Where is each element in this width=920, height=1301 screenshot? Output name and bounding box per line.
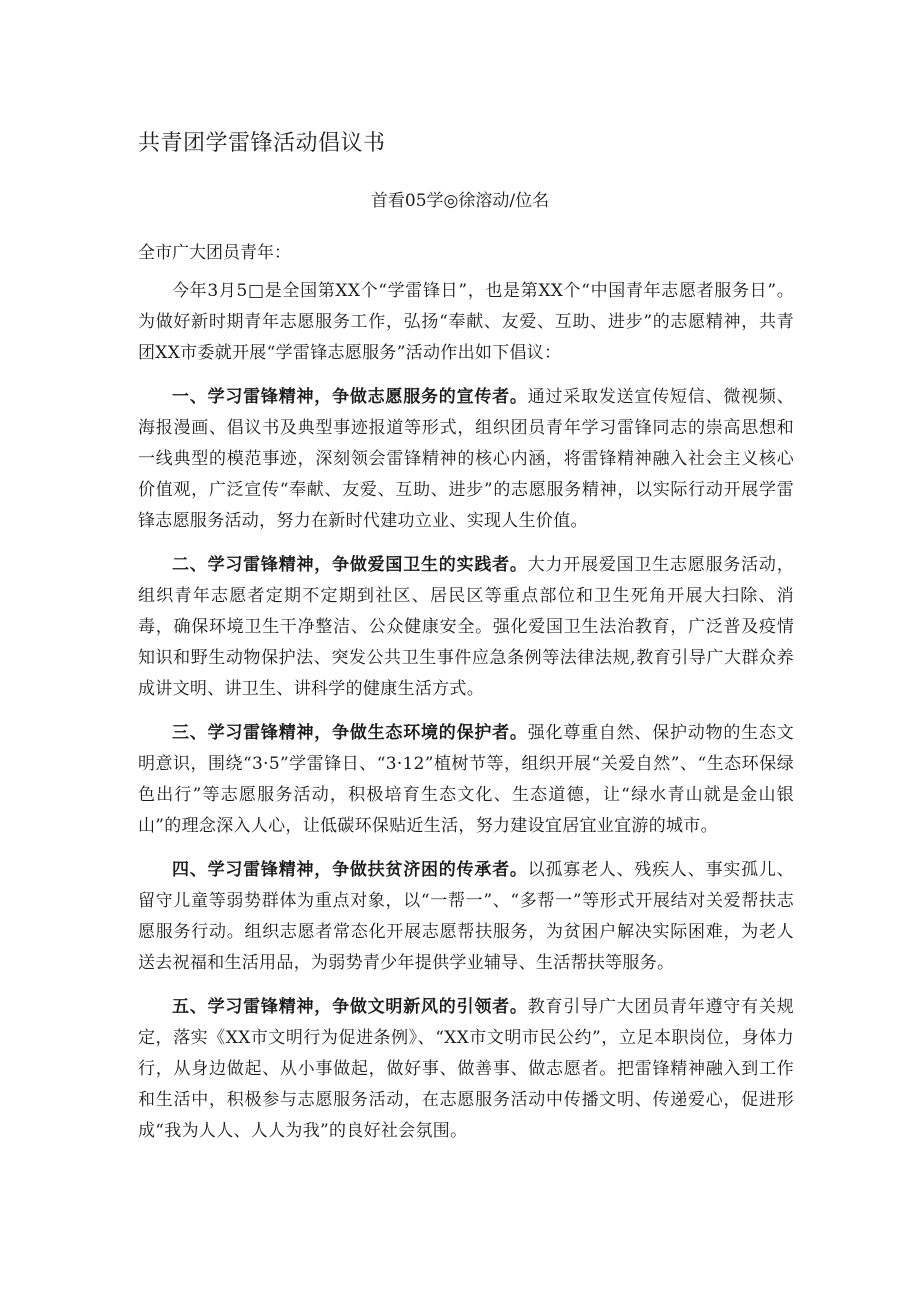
paragraph-lead: 三、学习雷锋精神，争做生态环境的保护者。 [172, 723, 528, 743]
paragraph-item-1 [138, 382, 794, 537]
document-subtitle: 首看05学◎徐溶动/位名 [370, 191, 550, 211]
paragraph-item-3 [138, 718, 794, 842]
document-title: 共青团学雷锋活动倡议书 [138, 131, 386, 156]
paragraph-text: 以孤寡老人、残疾人、事实孤儿、留守儿童等弱势群体为重点对象，以“一帮一”、“多帮一”等形式开展结对关爱帮扶志愿服务行动。组织志愿者常态化开展志愿帮扶服务，为贫困户解决实际困难，为老人送去祝福和生活用品，为弱势青少年提供学业辅导、生活帮扶等服务。 [138, 860, 795, 973]
paragraph-lead: 四、学习雷锋精神，争做扶贫济困的传承者。 [172, 860, 528, 880]
paragraph-text: 大力开展爱国卫生志愿服务活动，组织青年志愿者定期不定期到社区、居民区等重点部位和卫生死角开展大扫除、消毒，确保环境卫生干净整洁、公众健康安全。强化爱国卫生法治教育，广泛普及疫情知识和野生动物保护法、突发公共卫生事件应急条例等法律法规,教育引导广大群众养成讲文明、讲卫生、讲科学的健康生活方式。 [138, 555, 795, 699]
paragraph-text: 强化尊重自然、保护动物的生态文明意识，围绕“3·5”学雷锋日、“3·12”植树节等，组织开展“关爱自然”、“生态环保绿色出行”等志愿服务活动，积极培育生态文化、生态道德，让“绿水青山就是金山银山”的理念深入人心，让低碳环保贴近生活，努力建设宜居宜业宜游的城市。 [138, 723, 795, 836]
paragraph-lead: 一、学习雷锋精神，争做志愿服务的宣传者。 [172, 387, 528, 407]
paragraph-text: 教育引导广大团员青年遵守有关规定，落实《XX市文明行为促进条例》、“XX市文明市民公约”，立足本职岗位，身体力行，从身边做起、从小事做起，做好事、做善事、做志愿者。把雷锋精神融入到工作和生活中，积极参与志愿服务活动，在志愿服务活动中传播文明、传递爱心，促进形成“我为人人、人人为我”的良好社会氛围。 [138, 997, 795, 1141]
salutation: 全市广大团员青年： [138, 243, 291, 263]
paragraph-intro [138, 276, 794, 369]
paragraph-text: 今年3月5□是全国第XX个“学雷锋日”，也是第XX个“中国青年志愿者服务日”。为做好新时期青年志愿服务工作，弘扬“奉献、友爱、互助、进步”的志愿精神，共青团XX市委就开展“学雷锋志愿服务”活动作出如下倡议： [138, 281, 794, 363]
document-body [138, 276, 794, 1160]
paragraph-item-2 [138, 550, 794, 705]
paragraph-item-4 [138, 855, 794, 979]
paragraph-lead: 五、学习雷锋精神，争做文明新风的引领者。 [172, 997, 528, 1017]
paragraph-lead: 二、学习雷锋精神，争做爱国卫生的实践者。 [172, 555, 528, 575]
paragraph-item-5 [138, 992, 794, 1147]
paragraph-text: 通过采取发送宣传短信、微视频、海报漫画、倡议书及典型事迹报道等形式，组织团员青年学习雷锋同志的崇高思想和一线典型的模范事迹，深刻领会雷锋精神的核心内涵，将雷锋精神融入社会主义核心价值观，广泛宣传“奉献、友爱、互助、进步”的志愿服务精神，以实际行动开展学雷锋志愿服务活动，努力在新时代建功立业、实现人生价值。 [138, 387, 795, 531]
